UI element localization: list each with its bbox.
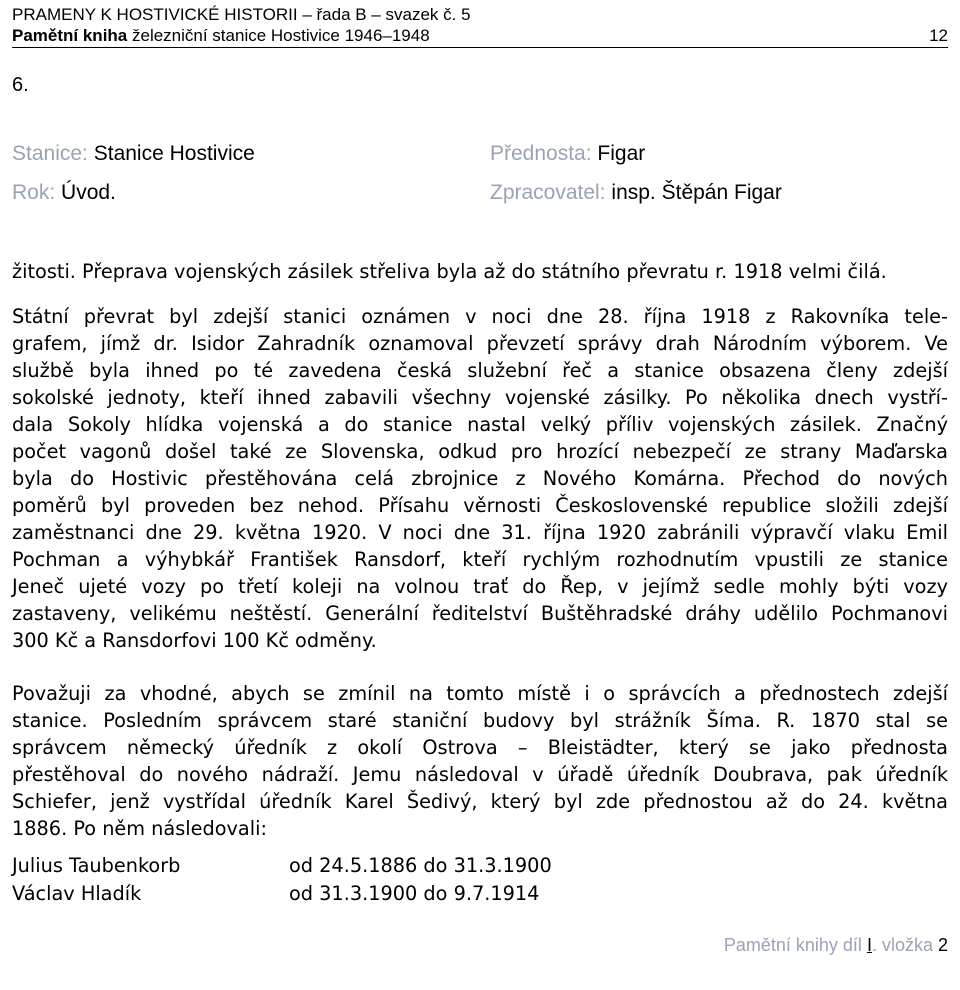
text-line: grafem, jímž dr. Isidor Zahradník oznamoval převzetí správy drah Národním výborem. Ve — [12, 332, 948, 355]
text-line: byla do Hostivic přestěhována celá zbrojnice z Nového Komárna. Přechod do nových — [12, 467, 948, 490]
chief-period: od 31.3.1900 do 9.7.1914 — [289, 882, 540, 905]
text-line: službě byla ihned po té zavedena česká služební řeč a stanice obsazena členy zdejší — [12, 359, 948, 382]
text-line: Jeneč ujeté vozy po třetí koleji na volnou trať do Řep, v jejímž sedle mohly býti vozy — [12, 575, 948, 598]
zpracovatel-value: insp. Štěpán Figar — [611, 181, 782, 204]
prednosta-value: Figar — [597, 142, 646, 165]
text-line: 300 Kč a Ransdorfovi 100 Kč odměny. — [12, 629, 377, 652]
series-title: PRAMENY K HOSTIVICKÉ HISTORII – řada B – svazek č. 5 — [12, 5, 471, 24]
text-line: Státní převrat byl zdejší stanici oznámen v noci dne 28. října 1918 z Rakovníka tele- — [12, 305, 948, 328]
text-line: dala Sokoly hlídka vojenská a do stanice nastal velký příliv vojenských zásilek. Značný — [12, 413, 948, 436]
book-title-bold: Pamětní kniha — [12, 26, 128, 45]
meta-rok — [12, 181, 116, 205]
chiefs-list — [12, 852, 552, 908]
chapter-number: 6. — [12, 74, 29, 96]
text-line: zastaveny, velikému neštěstí. Generální ředitelství Buštěhradské dráhy udělilo Pochmanovi — [12, 602, 948, 625]
text-line: 1886. Po něm následovali: — [12, 817, 267, 840]
header-row — [12, 25, 948, 46]
chief-name: Julius Taubenkorb — [12, 854, 181, 877]
paragraph-3 — [12, 680, 948, 842]
text-line: správcem německý úředník z okolí Ostrova – Bleistädter, který se jako přednosta — [12, 736, 948, 759]
text-line: zaměstnanci dne 29. května 1920. V noci dne 31. října 1920 zabránili výpravčí vlaku Emil — [12, 521, 948, 544]
paragraph-1 — [12, 258, 948, 285]
rok-label: Rok: — [12, 181, 56, 204]
footer-insert: 2 — [937, 935, 948, 955]
text-line: přestěhoval do nového nádraží. Jemu následoval v úřadě úředník Doubrava, pak úředník — [12, 763, 948, 786]
text-line: poměrů byl proveden bez nehod. Přísahu věrnosti Československé republice složili zdejší — [12, 494, 948, 517]
footer-middle: . vložka — [871, 935, 938, 955]
chief-period: od 24.5.1886 do 31.3.1900 — [289, 854, 552, 877]
footer-prefix: Pamětní knihy díl — [723, 935, 867, 955]
list-item — [12, 852, 552, 880]
page-footer — [724, 935, 948, 956]
meta-stanice — [12, 142, 255, 166]
text-line: Považuji za vhodné, abych se zmínil na tomto místě i o správcích a přednostech zdejší — [12, 682, 948, 705]
prednosta-label: Přednosta: — [490, 142, 592, 165]
text-line: žitosti. Přeprava vojenských zásilek střeliva byla až do státního převratu r. 1918 velmi čilá. — [12, 260, 887, 283]
page-number: 12 — [929, 26, 948, 45]
rok-value: Úvod. — [61, 181, 116, 204]
page-header — [12, 4, 948, 46]
text-line: sokolské jednoty, kteří ihned zabavili všechny vojenské zásilky. Po několika dnech vystří- — [12, 386, 948, 409]
book-title-rest: železniční stanice Hostivice 1946–1948 — [127, 26, 430, 45]
footer-part: I — [866, 935, 872, 955]
text-line: stanice. Posledním správcem staré staniční budovy byl strážník Šíma. R. 1870 stal se — [12, 709, 948, 732]
stanice-value: Stanice Hostivice — [93, 142, 255, 165]
zpracovatel-label: Zpracovatel: — [490, 181, 606, 204]
meta-prednosta — [490, 142, 645, 166]
chief-name: Václav Hladík — [12, 882, 142, 905]
header-divider — [12, 47, 948, 48]
list-item — [12, 880, 552, 908]
text-line: Pochman a výhybkář František Ransdorf, kteří rychlým rozhodnutím vpustili ze stanice — [12, 548, 948, 571]
meta-zpracovatel — [490, 181, 782, 205]
text-line: počet vagonů došel také ze Slovenska, odkud pro hrozící nebezpečí ze strany Maďarska — [12, 440, 948, 463]
text-line: Schiefer, jenž vystřídal úředník Karel Šedivý, který byl zde přednostou až do 24. května — [12, 790, 948, 813]
book-title — [12, 25, 430, 46]
stanice-label: Stanice: — [12, 142, 88, 165]
paragraph-2 — [12, 303, 948, 654]
